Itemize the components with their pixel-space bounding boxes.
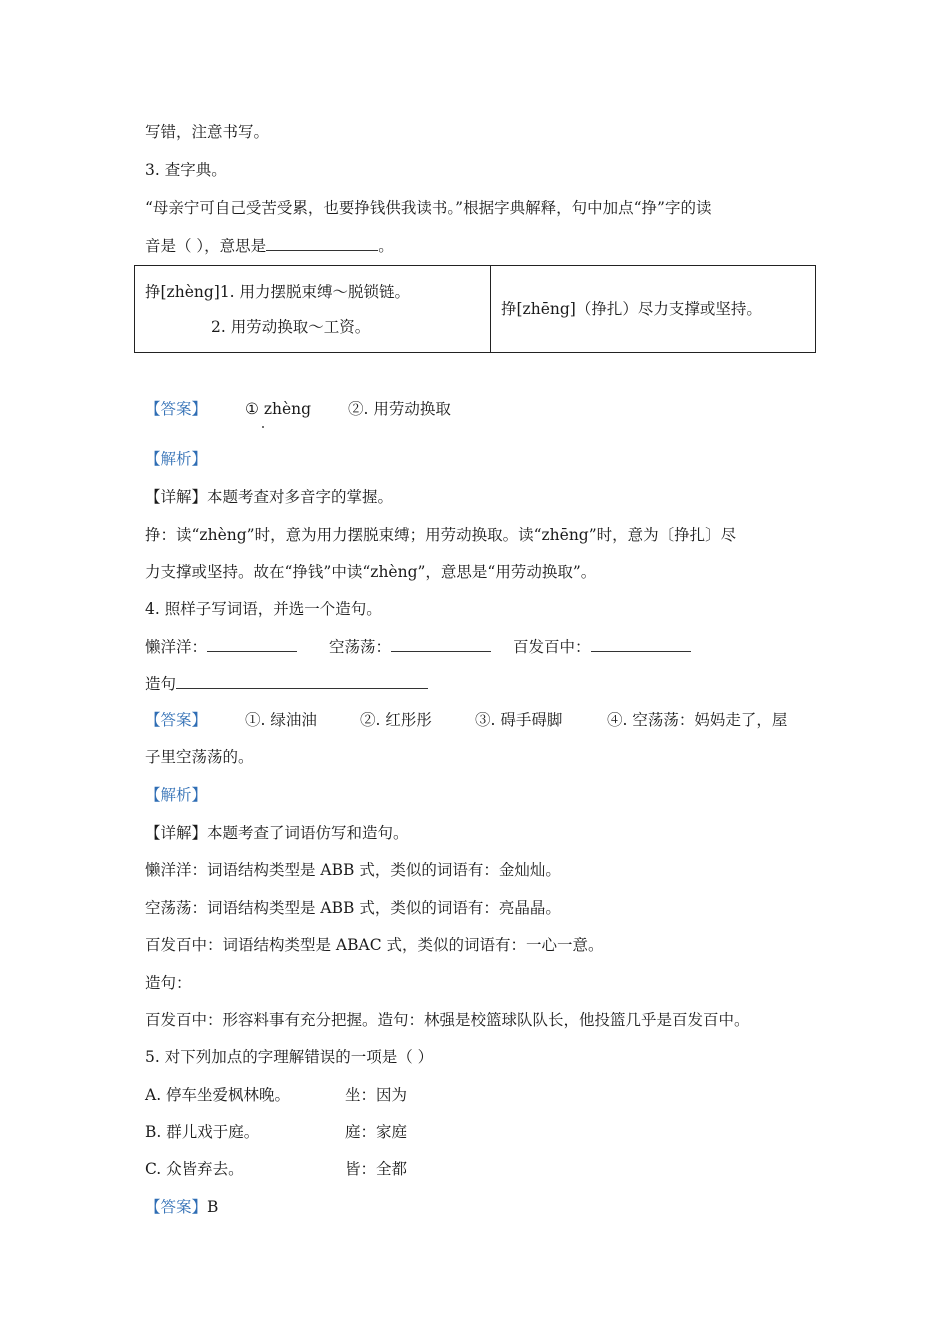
dictionary-table: [134, 265, 816, 353]
word-label: 懒洋洋：: [145, 638, 208, 656]
analysis-paragraph: 懒洋洋：词语结构类型是 ABB 式，类似的词语有：金灿灿。: [145, 861, 561, 879]
answer-value: B: [207, 1198, 219, 1216]
analysis-paragraph: 百发百中：形容料事有充分把握。造句：林强是校篮球队队长，他投篮几乎是百发百中。: [145, 1011, 750, 1029]
answer-1: ① zhèng: [245, 400, 312, 418]
analysis-tag: 【解析】: [145, 450, 208, 468]
sentence-item: [145, 674, 428, 694]
answer-4: ④. 空荡荡：妈妈走了，屋: [607, 711, 788, 729]
detail-line: [145, 487, 393, 507]
detail-tag: 【详解】: [145, 488, 208, 506]
answer-tag: 【答案】: [145, 1198, 208, 1216]
dict-cell-left: [135, 266, 491, 353]
dict-entry-zheng1: 挣[zhēng]（挣扎）尽力支撑或坚持。: [501, 300, 762, 318]
word-label: 百发百中：: [513, 638, 591, 656]
dict-cell-right: [491, 266, 816, 353]
word-item-3: [513, 637, 691, 657]
analysis-paragraph: 造句：: [145, 974, 192, 992]
word-item-2: [329, 637, 491, 657]
question-5-title: 5. 对下列加点的字理解错误的一项是（ ）: [145, 1048, 434, 1066]
answer-4-cont: 子里空荡荡的。: [145, 748, 254, 766]
detail-text: 本题考查了词语仿写和造句。: [207, 824, 409, 842]
answer-1: ①. 绿油油: [245, 711, 317, 729]
option-c: C. 众皆弃去。: [145, 1160, 244, 1178]
answer-tag: 【答案】: [145, 711, 208, 729]
question-3-title: 3. 查字典。: [145, 161, 227, 179]
word-item-1: [145, 637, 297, 657]
stem-text: 音是（ ），意思是: [145, 237, 267, 255]
question-4-title: 4. 照样子写词语，并选一个造句。: [145, 600, 382, 618]
option-b: B. 群儿戏于庭。: [145, 1123, 260, 1141]
sentence-label: 造句: [145, 675, 177, 693]
word-label: 空荡荡：: [329, 638, 392, 656]
option-b-meaning: 庭：家庭: [345, 1123, 408, 1141]
answer-2: ②. 红彤彤: [360, 711, 432, 729]
dict-entry-zheng4-1: 挣[zhèng]1. 用力摆脱束缚～脱锁链。: [145, 282, 411, 301]
analysis-paragraph: 百发百中：词语结构类型是 ABAC 式，类似的词语有：一心一意。: [145, 936, 604, 954]
answer-blank: [391, 637, 491, 652]
answer-blank: [207, 637, 297, 652]
detail-text: 本题考查对多音字的掌握。: [207, 488, 394, 506]
question-3-stem: “母亲宁可自己受苦受累，也要挣钱供我读书。”根据字典解释，句中加点“挣”字的读: [145, 199, 712, 217]
answer-blank: [176, 674, 428, 689]
option-a: A. 停车坐爱枫林晚。: [145, 1086, 291, 1104]
question-5-answer: [145, 1197, 218, 1217]
answer-tag: 【答案】: [145, 400, 208, 418]
question-3-stem-cont: [145, 236, 394, 256]
analysis-tag: 【解析】: [145, 786, 208, 804]
analysis-paragraph-cont: 力支撑或坚持。故在“挣钱”中读“zhèng”，意思是“用劳动换取”。: [145, 563, 597, 581]
answer-blank: [591, 637, 691, 652]
analysis-paragraph: 挣：读“zhèng”时，意为用力摆脱束缚；用劳动换取。读“zhēng”时，意为〔挣扎〕尽: [145, 526, 737, 544]
option-a-meaning: 坐：因为: [345, 1086, 408, 1104]
answer-blank: [266, 236, 378, 251]
analysis-paragraph: 空荡荡：词语结构类型是 ABB 式，类似的词语有：亮晶晶。: [145, 899, 561, 917]
answer-2: ②. 用劳动换取: [348, 400, 451, 418]
answer-3: ③. 碍手碍脚: [475, 711, 563, 729]
detail-tag: 【详解】: [145, 824, 208, 842]
stem-end: 。: [378, 237, 394, 255]
dot-mark: [262, 426, 264, 428]
option-c-meaning: 皆：全都: [345, 1160, 408, 1178]
detail-line: [145, 823, 409, 843]
dict-entry-zheng4-2: 2. 用劳动换取～工资。: [211, 317, 371, 336]
text-line: 写错，注意书写。: [145, 123, 270, 141]
